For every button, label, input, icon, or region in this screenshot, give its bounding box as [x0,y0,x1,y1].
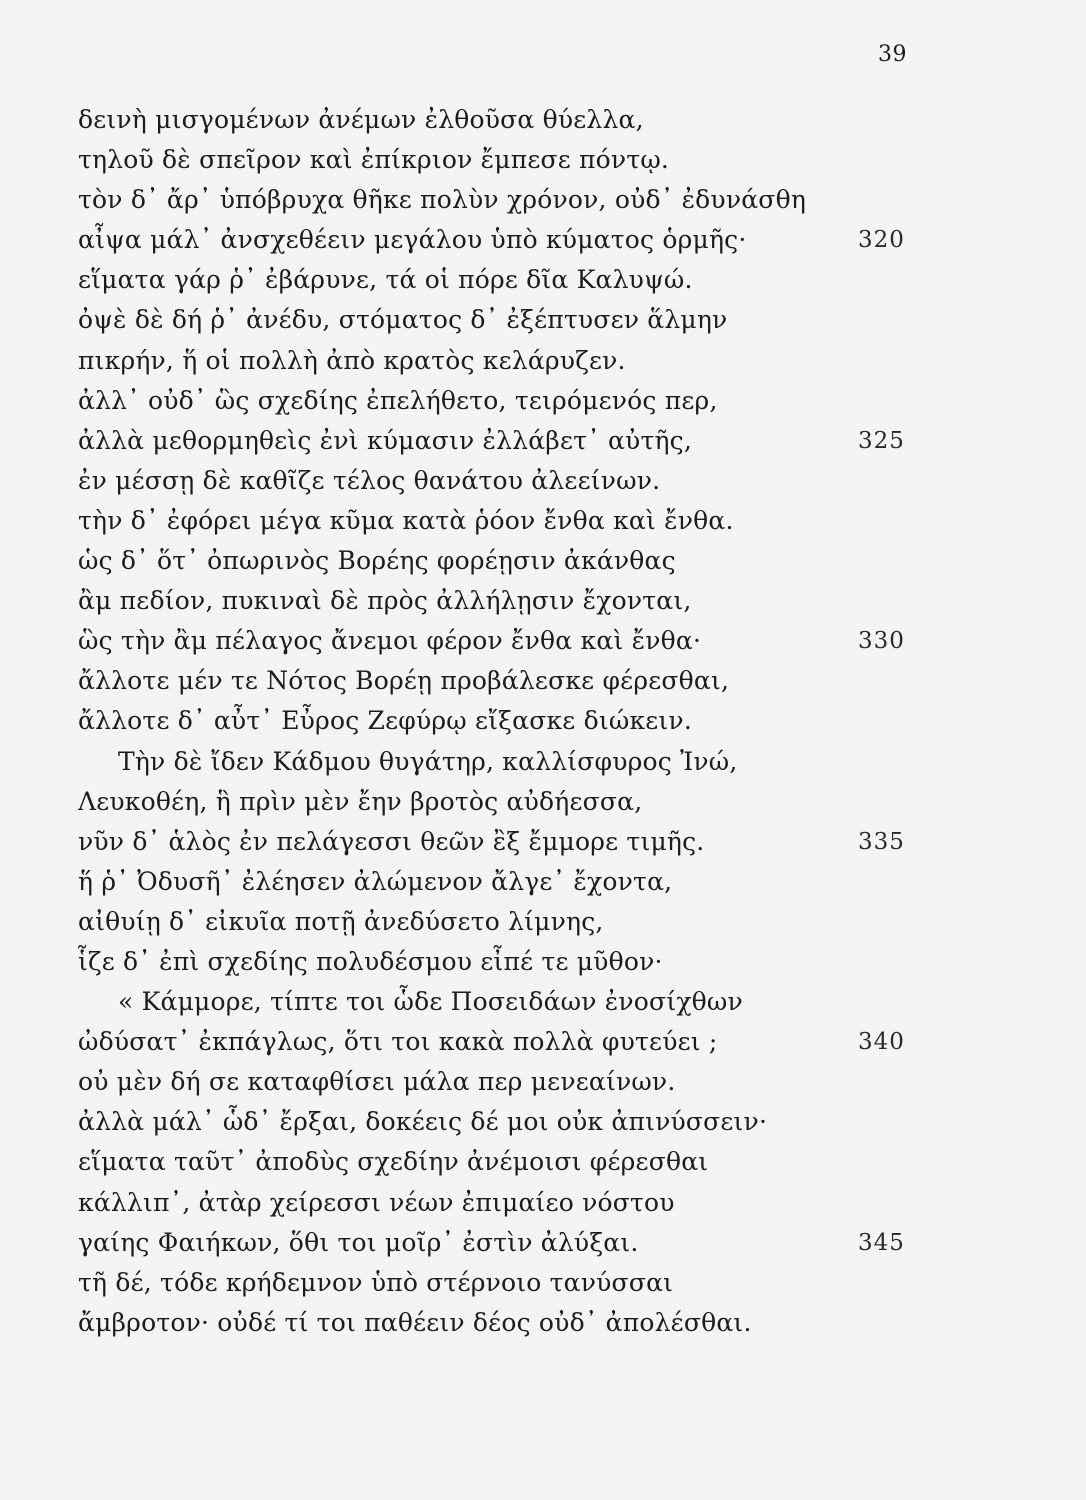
verse-text: « Κάμμορε, τίπτε τοι ὧδε Ποσειδάων ἐνοσίχθων [118,987,743,1017]
verse-line [78,862,938,902]
verse-text: ἀλλὰ μάλ᾽ ὧδ᾽ ἔρξαι, δοκέεις δέ μοι οὐκ ἀπινύσσειν· [78,1107,768,1137]
verse-text: ἐν μέσσῃ δὲ καθῖζε τέλος θανάτου ἀλεείνων. [78,465,661,495]
verse-line [78,621,938,661]
verse-line [78,180,938,220]
verse-line [78,461,938,501]
verse-line [78,1263,938,1303]
verse-line [78,701,938,741]
verse-text: ὀψὲ δὲ δή ῥ᾽ ἀνέδυ, στόματος δ᾽ ἐξέπτυσεν ἅλμην [78,305,728,335]
verse-line [78,300,938,340]
verse-line [78,661,938,701]
verse-text: δεινὴ μισγομένων ἀνέμων ἐλθοῦσα θύελλα, [78,105,644,134]
verse-line [78,822,938,862]
verse-line [78,381,938,421]
verse-text: Τὴν δὲ ἴδεν Κάδμου θυγάτηρ, καλλίσφυρος Ἰνώ, [118,746,738,776]
verse-text: γαίης Φαιήκων, ὅθι τοι μοῖρ᾽ ἐστὶν ἀλύξαι. [78,1227,639,1257]
verse-text: κάλλιπ᾽, ἀτὰρ χείρεσσι νέων ἐπιμαίεο νόστου [78,1187,675,1217]
verse-text: ἄμβροτον· οὐδέ τί τοι παθέειν δέος οὐδ᾽ ἀπολέσθαι. [78,1307,752,1337]
verse-line [78,541,938,581]
verse-line [78,1303,938,1343]
verse-text: εἵματα ταῦτ᾽ ἀποδὺς σχεδίην ἀνέμοισι φέρεσθαι [78,1147,709,1177]
verse-line [78,341,938,381]
verse-text: οὐ μὲν δή σε καταφθίσει μάλα περ μενεαίνων. [78,1067,676,1097]
verse-line [78,1062,938,1102]
verse-text: ὠδύσατ᾽ ἐκπάγλως, ὅτι τοι κακὰ πολλὰ φυτεύει ; [78,1027,718,1057]
verse-text: τὸν δ᾽ ἄρ᾽ ὑπόβρυχα θῆκε πολὺν χρόνον, οὐδ᾽ ἐδυνάσθη [78,185,807,215]
verse-line [78,942,938,982]
verse-text: εἵματα γάρ ῥ᾽ ἐβάρυνε, τά οἱ πόρε δῖα Καλυψώ. [78,265,693,295]
verse-text: ἄλλοτε μέν τε Νότος Βορέῃ προβάλεσκε φέρεσθαι, [78,666,730,696]
page-number: 39 [878,42,907,67]
line-number: 340 [858,1029,905,1056]
verse-text: ἂμ πεδίον, πυκιναὶ δὲ πρὸς ἀλλήλῃσιν ἔχονται, [78,586,692,616]
verse-line [78,421,938,461]
verse-line [78,1022,938,1062]
verse-line [78,100,938,140]
verse-text: Λευκοθέη, ἣ πρὶν μὲν ἔην βροτὸς αὐδήεσσα, [78,786,643,816]
verse-text: αἰθυίῃ δ᾽ εἰκυῖα ποτῇ ἀνεδύσετο λίμνης, [78,906,604,936]
verse-line [78,140,938,180]
line-number: 335 [858,828,905,855]
verse-line [78,260,938,300]
verse-text: ὣς τὴν ἂμ πέλαγος ἄνεμοι φέρον ἔνθα καὶ ἔνθα· [78,626,702,656]
line-number: 325 [858,427,905,454]
verse-line [78,501,938,541]
line-number: 345 [858,1229,905,1256]
verse-text: πικρήν, ἥ οἱ πολλὴ ἀπὸ κρατὸς κελάρυζεν. [78,345,626,375]
verse-text: ἥ ῥ᾽ Ὀδυσῆ᾽ ἐλέησεν ἀλώμενον ἄλγε᾽ ἔχοντα, [78,866,673,896]
verse-line [78,1223,938,1263]
verse-line [78,1183,938,1223]
verse-line [78,982,938,1022]
verse-line [78,782,938,822]
verse-text: νῦν δ᾽ ἁλὸς ἐν πελάγεσσι θεῶν ἒξ ἔμμορε τιμῆς. [78,826,705,856]
verse-text: ἷζε δ᾽ ἐπὶ σχεδίης πολυδέσμου εἶπέ τε μῦθον· [78,946,663,976]
verse-text: τηλοῦ δὲ σπεῖρον καὶ ἐπίκριον ἔμπεσε πόντῳ. [78,145,670,175]
verse-line [78,902,938,942]
verse-line [78,742,938,782]
verse-text: ἄλλοτε δ᾽ αὖτ᾽ Εὖρος Ζεφύρῳ εἴξασκε διώκειν. [78,706,692,736]
verse-text: ἀλλὰ μεθορμηθεὶς ἐνὶ κύμασιν ἐλλάβετ᾽ αὐτῆς, [78,425,693,455]
verse-text: τὴν δ᾽ ἐφόρει μέγα κῦμα κατὰ ῥόον ἔνθα καὶ ἔνθα. [78,505,734,535]
verse-line [78,581,938,621]
verse-text: ὡς δ᾽ ὅτ᾽ ὀπωρινὸς Βορέης φορέῃσιν ἀκάνθας [78,546,676,576]
verse-text: αἶψα μάλ᾽ ἀνσχεθέειν μεγάλου ὑπὸ κύματος ὁρμῆς· [78,225,747,255]
verse-line [78,1102,938,1142]
verse-block [78,100,938,1343]
verse-text: ἀλλ᾽ οὐδ᾽ ὣς σχεδίης ἐπελήθετο, τειρόμενός περ, [78,385,718,415]
verse-line [78,1142,938,1182]
verse-text: τῆ δέ, τόδε κρήδεμνον ὑπὸ στέρνοιο τανύσσαι [78,1267,674,1297]
line-number: 320 [858,227,905,254]
line-number: 330 [858,628,905,655]
verse-line [78,220,938,260]
